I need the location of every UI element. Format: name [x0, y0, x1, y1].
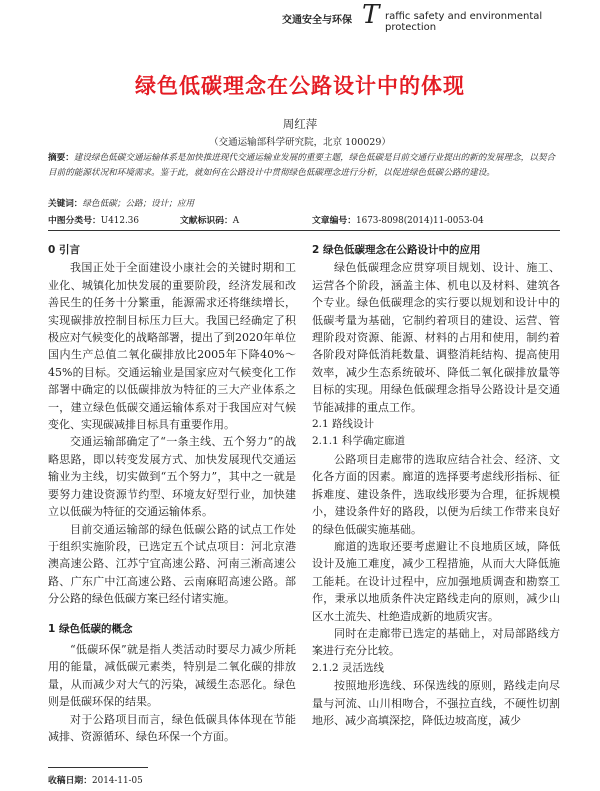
section-1-para-1: “低碳环保”就是指人类活动时要尽力减少所耗用的能量，减低碳元素类，特别是二氧化碳的排放量，从而减少对大气的污染，减缓生态恶化。绿色则是低碳环保的结果。 [48, 642, 296, 709]
received-label: 收稿日期： [48, 776, 92, 786]
right-column [312, 242, 560, 729]
running-header [282, 0, 592, 33]
section-2-para-1: 绿色低碳理念应贯穿项目规划、设计、施工、运营各个阶段，涵盖主体、机电以及材料、建筑各个专业。绿色低碳理念的实行要以规划和设计中的低碳考量为基础，它制约着项目的建设、运营、管理阶段对资源、能源、材料的占用和使用，制约着各阶段对降低消耗数量、调整消耗结构、提高使用效率，减少生态系统破坏、降低二氧化碳排放量等目标的实现。用绿色低碳理念指导公路设计是交通节能减排的重点工作。 [312, 261, 560, 414]
section-0-para-2: 交通运输部确定了“一条主线、五个努力”的战略思路，即以转变发展方式、加快发展现代交通运输业为主线，切实做到“五个努力”，其中之一就是要努力建设资源节约型、环境友好型行业，加快建立以低碳为特征的交通运输体系。 [48, 435, 296, 519]
abstract [48, 151, 560, 181]
section-2-title: 2 绿色低碳理念在公路设计中的应用 [312, 244, 481, 256]
keywords-label: 关键词： [48, 199, 83, 209]
doc-label: 文献标识码： [180, 216, 233, 226]
abstract-label: 摘要： [48, 153, 74, 163]
clc-label: 中图分类号： [48, 216, 101, 226]
journal-name-cn: 交通安全与环保 [282, 15, 352, 26]
section-0-para-1: 我国正处于全面建设小康社会的关键时期和工业化、城镇化加快发展的重要阶段，经济发展和改善民生的任务十分繁重，能源需求还将继续增长，实现碳排放控制目标压力巨大。我国已经确定了积极应对气候变化的战略部署，提出了到2020年单位国内生产总值二氧化碳排放比2005年下降40%～45%的目标。交通运输业是国家应对气候变化工作部署中确定的以低碳排放为特征的三大产业体系之一，建立绿色低碳交通运输体系对于我国应对气候变化、实现碳减排目标具有重要作用。 [48, 261, 296, 432]
keywords [48, 197, 194, 209]
received-date [48, 773, 143, 786]
section-2-1-1-para-2: 廊道的选取还要考虑避让不良地质区域，降低设计及施工难度，减少工程措施，从而大大降低施工能耗。在设计过程中，应加强地质调查和勘察工作，秉承以地质条件决定路线走向的原则，减少山区水土流失、杜绝造成新的地质灾害。 [312, 539, 560, 623]
footnote-rule [48, 767, 148, 768]
section-1-para-2: 对于公路项目而言，绿色低碳具体体现在节能减排、资源循环、绿色环保一个方面。 [48, 712, 296, 743]
affiliation: （交通运输部科学研究院，北京 100029） [209, 137, 391, 148]
art-label: 文章编号： [312, 216, 356, 226]
section-2-1-2-title: 2.1.2 灵活选线 [312, 661, 385, 674]
section-1-title: 1 绿色低碳的概念 [48, 622, 133, 635]
article-title: 绿色低碳理念在公路设计中的体现 [135, 74, 465, 98]
section-2-1-1-para-1: 公路项目走廊带的选取应结合社会、经济、文化各方面的因素。廊道的选择要考虑线形指标、征拆难度、建设条件，选取线形要为合理，征拆规模小，建设条件好的路段，以便为后续工作带来良好的绿色低碳实施基础。 [312, 452, 560, 536]
received-value: 2014-11-05 [92, 776, 143, 786]
section-2-1-2-para-1: 按照地形选线、环保选线的原则，路线走向尽量与河流、山川相吻合，不强拉直线，不硬性切割地形、减少高填深挖，降低边坡高度，减少 [312, 679, 560, 727]
section-2-1-1-para-3: 同时在走廊带已选定的基础上，对局部路线方案进行充分比较。 [312, 626, 560, 658]
keywords-text: 绿色低碳；公路；设计；应用 [82, 199, 195, 209]
left-column [48, 242, 296, 745]
clc-value: U412.36 [100, 216, 139, 226]
section-2-1-title: 2.1 路线设计 [312, 418, 375, 431]
journal-name-en: raffic safety and environmental protection [385, 11, 543, 33]
section-2-1-1-title: 2.1.1 科学确定廊道 [312, 435, 406, 448]
abstract-text: 建设绿色低碳交通运输体系是加快推进现代交通运输业发展的重要主题，绿色低碳是目前交通行业提出的新的发展理念，以契合目前的能源状况和环境需求。鉴于此，就如何在公路设计中贯彻绿色低碳理念进行分析，以促进绿色低碳公路的建设。 [48, 153, 556, 178]
article-number [312, 213, 484, 226]
journal-logo: T [362, 0, 380, 30]
section-0-para-3: 目前交通运输部的绿色低碳公路的试点工作处于组织实施阶段，已选定五个试点项目：河北京港澳高速公路、江苏宁宜高速公路、河南三淅高速公路、广东广中江高速公路、云南麻昭高速公路。部分公路的绿色低碳方案已经付诸实施。 [48, 522, 296, 606]
header-rule [48, 230, 560, 231]
clc-number [48, 213, 139, 226]
author: 周红萍 [282, 117, 318, 131]
art-value: 1673-8098(2014)11-0053-04 [356, 216, 484, 226]
section-0-title: 0 引言 [48, 244, 80, 256]
doc-value: A [232, 216, 240, 226]
doc-code [180, 213, 239, 226]
